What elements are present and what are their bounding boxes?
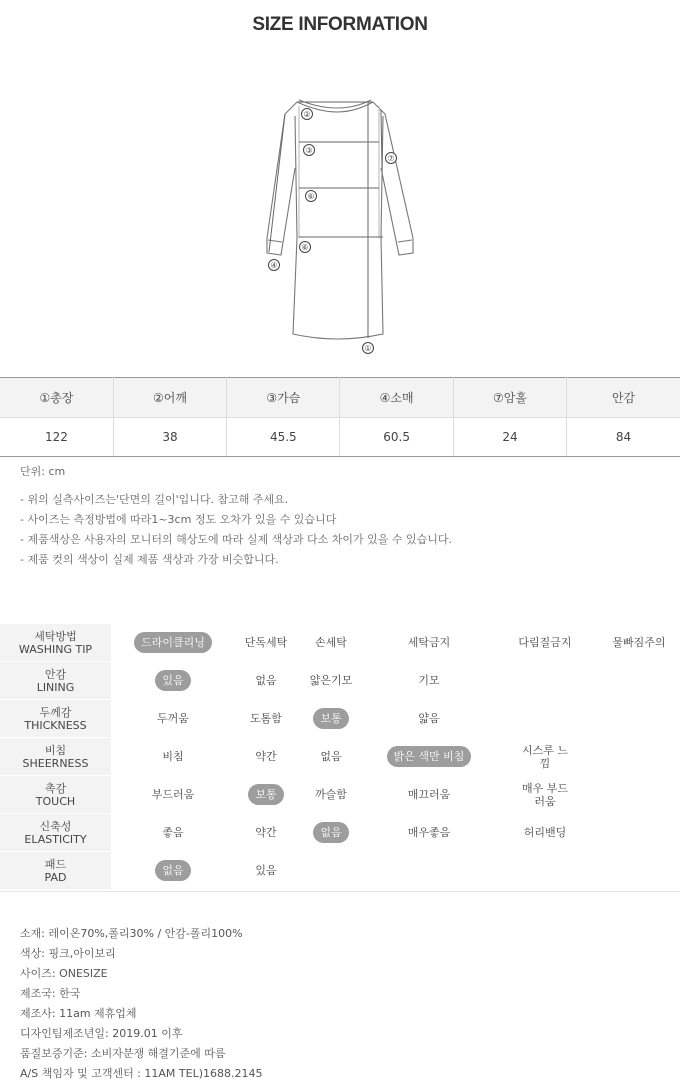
property-option: [301, 738, 361, 775]
property-label-en: THICKNESS: [24, 718, 87, 732]
size-table-row: [0, 418, 680, 457]
property-row: [0, 700, 680, 738]
header-shoulder: ②어깨: [113, 378, 226, 418]
marker-4: [269, 260, 280, 271]
option-label: 허리밴딩: [523, 826, 567, 839]
spec-color: 색상: 핑크,아이보리: [20, 947, 116, 960]
property-option: [510, 776, 580, 813]
option-label: 좋음: [162, 826, 184, 839]
selected-option-badge: 없음: [313, 822, 348, 843]
property-label: [0, 738, 111, 775]
property-label: [0, 852, 111, 889]
property-option: [510, 738, 580, 775]
selected-option-badge: 밝은 색만 비침: [387, 746, 472, 767]
selected-option-badge: 드라이클리닝: [134, 632, 212, 653]
option-label: 손세탁: [315, 636, 347, 649]
marker-6a: [306, 191, 317, 202]
note-item: - 위의 실측사이즈는'단면의 길이'입니다. 참고해 주세요.: [20, 493, 289, 506]
marker-6b: [300, 242, 311, 253]
property-label-ko: 세탁방법: [34, 629, 77, 643]
option-label: 세탁금지: [407, 636, 451, 649]
option-label: 매끄러움: [407, 788, 451, 801]
property-label: [0, 624, 111, 661]
option-label: 약간: [255, 750, 277, 763]
product-spec-list: [20, 924, 263, 1084]
spec-material: 소재: 레이온70%,폴리30% / 안감-폴리100%: [20, 927, 243, 940]
option-label: 비침: [162, 750, 184, 763]
header-sleeve: ④소매: [340, 378, 453, 418]
note-item: - 제품 컷의 색상이 실제 제품 색상과 가장 비슷합니다.: [20, 553, 279, 566]
header-chest: ③가슴: [227, 378, 340, 418]
property-option: [301, 776, 361, 813]
option-label: 까슬함: [315, 788, 347, 801]
property-label: [0, 662, 111, 699]
marker-2: [302, 109, 313, 120]
marker-7: [386, 153, 397, 164]
property-option: [510, 624, 580, 661]
property-option: [128, 662, 218, 699]
svg-text:⑥: ⑥: [301, 243, 309, 252]
unit-label: 단위: cm: [20, 465, 66, 478]
property-option: [128, 700, 218, 737]
property-option: [128, 776, 218, 813]
property-option: [236, 776, 296, 813]
option-label: 약간: [255, 826, 277, 839]
property-option: [128, 738, 218, 775]
property-row: [0, 776, 680, 814]
value-armhole: 24: [453, 418, 566, 457]
property-label-ko: 촉감: [44, 781, 67, 795]
value-shoulder: 38: [113, 418, 226, 457]
page-title: SIZE INFORMATION: [252, 14, 428, 35]
size-notes: [20, 490, 452, 570]
property-option: [236, 852, 296, 889]
option-label: 얇음: [418, 712, 440, 725]
header-total-length: ①총장: [0, 378, 113, 418]
option-label: 없음: [255, 674, 277, 687]
marker-3: [304, 145, 315, 156]
svg-text:③: ③: [305, 146, 313, 155]
property-option: [381, 776, 477, 813]
svg-text:⑥: ⑥: [307, 192, 315, 201]
option-label: 부드러움: [151, 788, 195, 801]
property-option: [236, 662, 296, 699]
option-label: 없음: [320, 750, 342, 763]
property-label-en: WASHING TIP: [18, 642, 93, 656]
header-lining: 안감: [567, 378, 680, 418]
property-label-en: LINING: [36, 680, 75, 694]
selected-option-badge: 있음: [155, 670, 190, 691]
dress-measurement-diagram: [255, 88, 425, 360]
option-label: 단독세탁: [244, 636, 288, 649]
property-option: [510, 814, 580, 851]
option-label: 매우좋음: [407, 826, 451, 839]
spec-country: 제조국: 한국: [20, 987, 81, 1000]
divider: [0, 891, 680, 892]
option-label: 있음: [255, 864, 277, 877]
property-option: [301, 624, 361, 661]
property-label-ko: 두께감: [39, 705, 72, 719]
spec-service: A/S 책임자 및 고객센터 : 11AM TEL)1688.2145: [20, 1067, 263, 1080]
svg-text:②: ②: [303, 110, 311, 119]
property-label-en: TOUCH: [35, 794, 76, 808]
value-lining: 84: [567, 418, 680, 457]
size-table-header: [0, 378, 680, 418]
svg-text:⑦: ⑦: [387, 154, 395, 163]
spec-size: 사이즈: ONESIZE: [20, 967, 108, 980]
value-chest: 45.5: [227, 418, 340, 457]
property-row: [0, 624, 680, 662]
size-table: [0, 377, 680, 457]
header-armhole: ⑦암홀: [453, 378, 566, 418]
property-option: [236, 814, 296, 851]
spec-warranty: 품질보증기준: 소비자분쟁 해결기준에 따름: [20, 1047, 226, 1060]
note-item: - 사이즈는 측정방법에 따라1~3cm 정도 오차가 있을 수 있습니다: [20, 513, 337, 526]
value-total-length: 122: [0, 418, 113, 457]
svg-text:①: ①: [364, 344, 372, 353]
property-option: [599, 624, 679, 661]
option-label: 매우 부드러움: [521, 781, 568, 808]
property-label: [0, 776, 111, 813]
property-label-ko: 비침: [44, 743, 67, 757]
product-properties: [0, 624, 680, 890]
property-option: [301, 814, 361, 851]
spec-manufacturer: 제조사: 11am 제휴업체: [20, 1007, 137, 1020]
property-option: [381, 814, 477, 851]
property-row: [0, 814, 680, 852]
option-label: 기모: [418, 674, 440, 687]
property-label-en: PAD: [44, 870, 67, 884]
property-option: [381, 700, 477, 737]
option-label: 시스루 느낌: [521, 743, 568, 770]
property-option: [128, 814, 218, 851]
property-label-ko: 패드: [44, 857, 67, 871]
option-label: 물빠짐주의: [612, 636, 666, 649]
property-option: [301, 662, 361, 699]
selected-option-badge: 없음: [155, 860, 190, 881]
property-label: [0, 700, 111, 737]
option-label: 다림질금지: [518, 636, 572, 649]
property-option: [236, 624, 296, 661]
property-option: [128, 624, 218, 661]
marker-1: [363, 343, 374, 354]
property-label-ko: 안감: [44, 667, 67, 681]
option-label: 얇은기모: [309, 674, 353, 687]
svg-text:④: ④: [270, 261, 278, 270]
option-label: 두꺼움: [157, 712, 189, 725]
property-row: [0, 738, 680, 776]
property-option: [381, 738, 477, 775]
property-option: [301, 700, 361, 737]
selected-option-badge: 보통: [248, 784, 283, 805]
property-label-en: SHEERNESS: [22, 756, 89, 770]
dress-outline-icon: [255, 88, 425, 360]
property-option: [381, 662, 477, 699]
value-sleeve: 60.5: [340, 418, 453, 457]
property-option: [381, 624, 477, 661]
note-item: - 제품색상은 사용자의 모니터의 해상도에 따라 실제 색상과 다소 차이가 있을 수 있습니다.: [20, 533, 452, 546]
property-row: [0, 852, 680, 890]
spec-date: 디자인팀제조년일: 2019.01 이후: [20, 1027, 183, 1040]
selected-option-badge: 보통: [313, 708, 348, 729]
property-label-ko: 신축성: [39, 819, 72, 833]
property-option: [128, 852, 218, 889]
property-option: [236, 700, 296, 737]
property-label: [0, 814, 111, 851]
property-option: [236, 738, 296, 775]
property-row: [0, 662, 680, 700]
property-label-en: ELASTICITY: [24, 832, 87, 846]
option-label: 도톰함: [250, 712, 282, 725]
